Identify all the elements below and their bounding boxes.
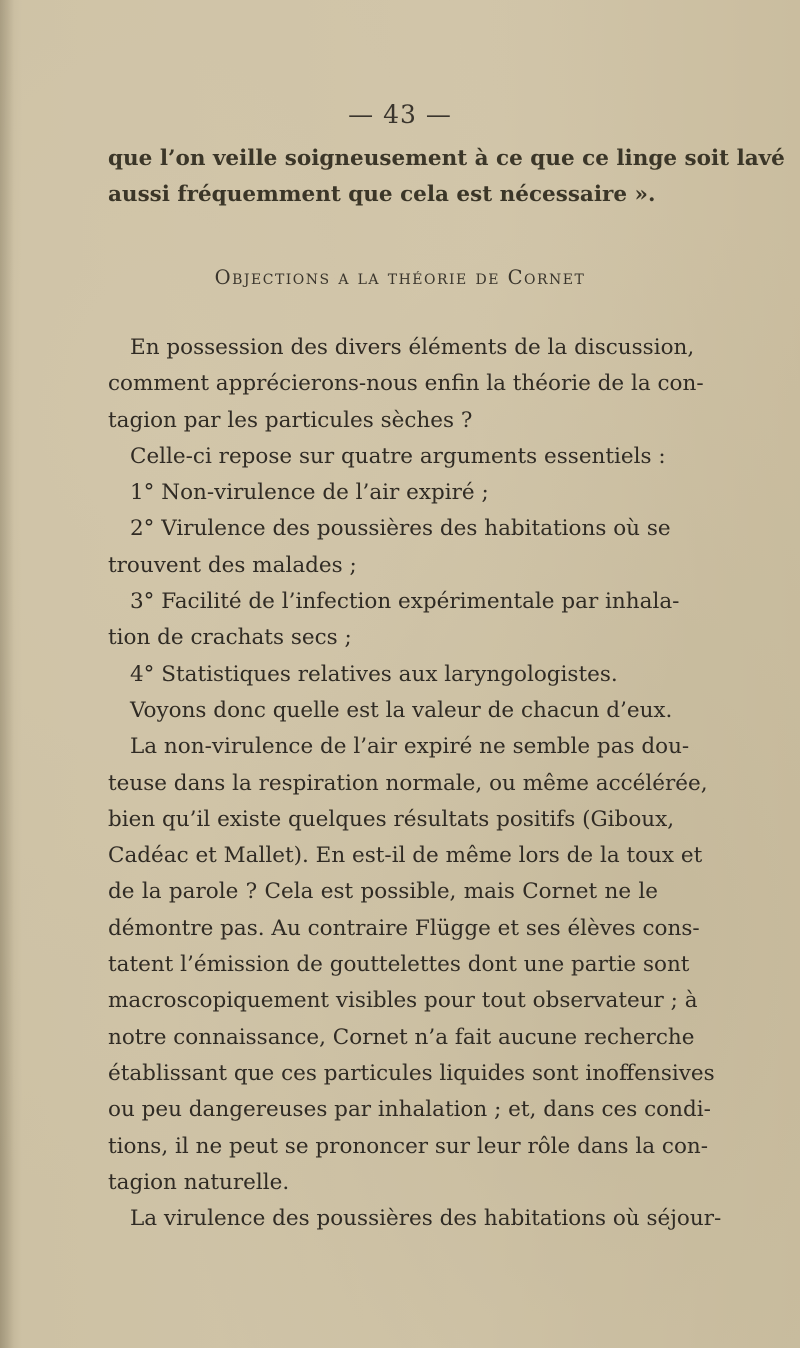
text-line: tion de crachats secs ; xyxy=(108,625,352,651)
text-line: La virulence des poussières des habitations où séjour- xyxy=(130,1206,722,1232)
text-line: Cadéac et Mallet). En est-il de même lors de la toux et xyxy=(108,843,703,869)
text-line: Celle-ci repose sur quatre arguments essentiels : xyxy=(130,443,666,469)
text-line: bien qu’il existe quelques résultats positifs (Giboux, xyxy=(108,806,675,832)
text-line: établissant que ces particules liquides sont inoffensives xyxy=(108,1060,715,1086)
text-line: 3° Facilité de l’infection expérimentale par inhala- xyxy=(130,589,680,615)
text-line: macroscopiquement visibles pour tout observateur ; à xyxy=(108,988,698,1014)
text-line: notre connaissance, Cornet n’a fait aucune recherche xyxy=(108,1024,695,1050)
text-line: En possession des divers éléments de la discussion, xyxy=(130,335,695,360)
text-line: ou peu dangereuses par inhalation ; et, dans ces condi- xyxy=(108,1097,711,1123)
text-line: 4° Statistiques relatives aux laryngologistes. xyxy=(130,661,618,687)
text-line: La non-virulence de l’air expiré ne semble pas dou- xyxy=(130,734,690,760)
body-text xyxy=(108,330,722,1237)
text-line: aussi fréquemment que cela est nécessaire ». xyxy=(108,182,656,208)
page-edge-shadow xyxy=(0,0,14,1348)
text-line: teuse dans la respiration normale, ou même accélérée, xyxy=(108,770,708,796)
section-heading: Objections a la théorie de Cornet xyxy=(214,266,586,289)
text-line: 1° Non-virulence de l’air expiré ; xyxy=(130,480,489,506)
text-line: tagion par les particules sèches ? xyxy=(108,407,473,433)
text-line: tagion naturelle. xyxy=(108,1169,290,1195)
text-line: tatent l’émission de gouttelettes dont une partie sont xyxy=(108,952,690,978)
page-number: — 43 — xyxy=(348,100,452,129)
text-line: 2° Virulence des poussières des habitations où se xyxy=(130,516,671,542)
text-line: de la parole ? Cela est possible, mais Cornet ne le xyxy=(108,879,658,905)
text-line: Voyons donc quelle est la valeur de chacun d’eux. xyxy=(130,697,673,723)
text-line: que l’on veille soigneusement à ce que ce linge soit lavé xyxy=(108,146,785,171)
text-line: trouvent des malades ; xyxy=(108,552,357,578)
intro-paragraph xyxy=(108,141,785,214)
text-line: démontre pas. Au contraire Flügge et ses élèves cons- xyxy=(108,915,700,941)
text-line: comment apprécierons-nous enfin la théorie de la con- xyxy=(108,371,704,397)
text-line: tions, il ne peut se prononcer sur leur rôle dans la con- xyxy=(108,1133,709,1159)
